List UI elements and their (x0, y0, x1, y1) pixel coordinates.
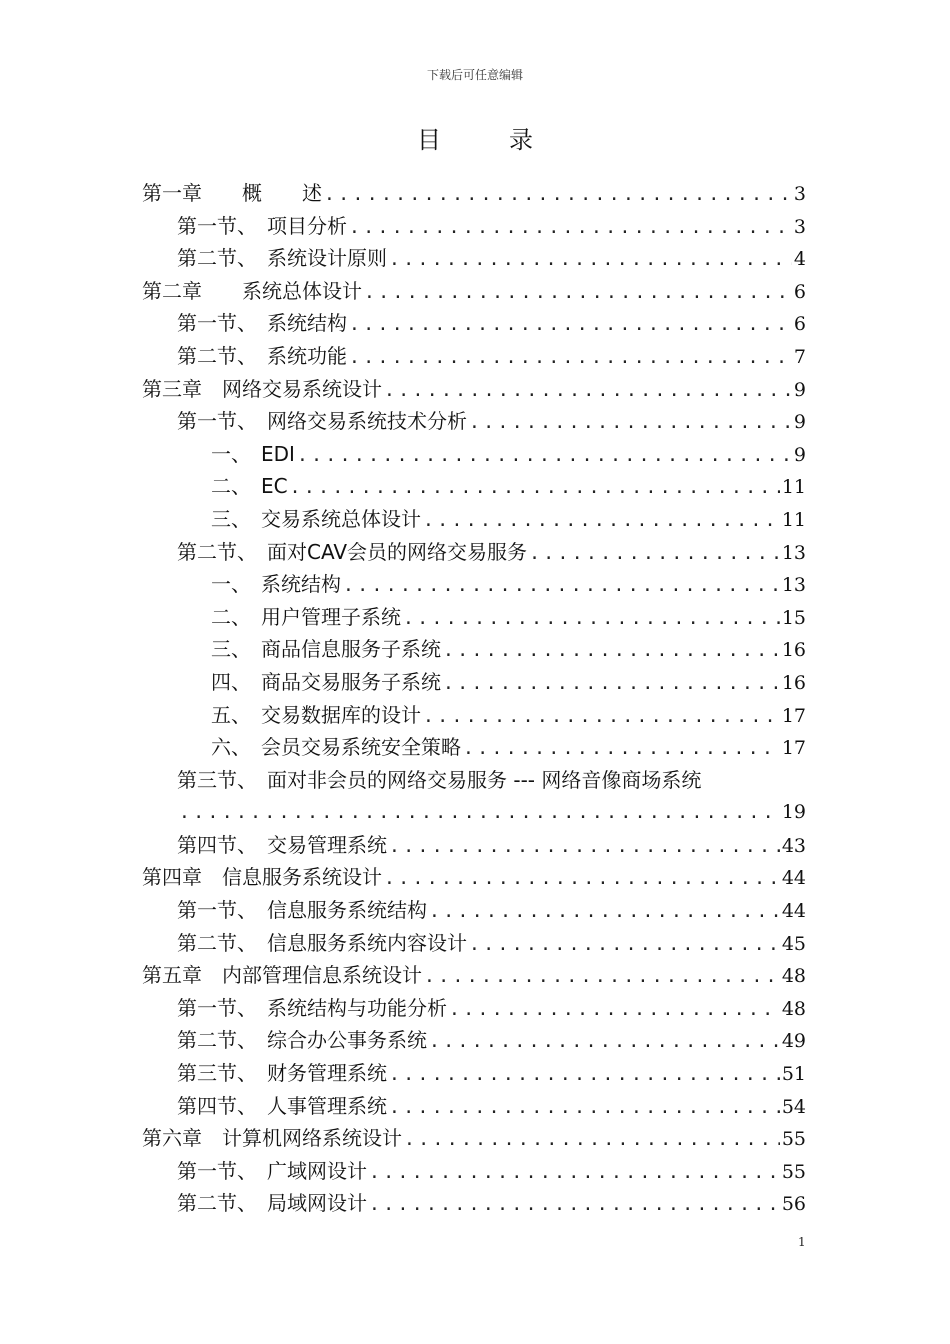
toc-dot-leader (389, 244, 792, 277)
toc-entry[interactable] (142, 210, 806, 243)
toc-entry-page: 56 (781, 1193, 806, 1216)
toc-entry-page: 4 (793, 248, 806, 271)
toc-dot-leader (297, 440, 792, 473)
toc-dot-leader (403, 603, 780, 636)
toc-entry[interactable] (142, 568, 806, 601)
toc-entry[interactable] (142, 861, 806, 894)
toc-dot-leader (384, 375, 792, 408)
toc-entry-page: 55 (781, 1160, 806, 1183)
toc-entry[interactable] (142, 1057, 806, 1090)
toc-dot-leader (179, 797, 780, 830)
toc-entry-page: 6 (793, 313, 806, 336)
toc-entry[interactable] (142, 275, 806, 308)
header-note: 下载后可任意编辑 (426, 68, 523, 82)
toc-entry-label: 第一节、 网络交易系统技术分析 (177, 409, 467, 434)
toc-entry-page: 45 (781, 932, 806, 955)
toc-entry-page: 9 (793, 378, 806, 401)
toc-entry-label: 第二节、 综合办公事务系统 (177, 1028, 427, 1053)
toc-dot-leader (443, 635, 780, 668)
toc-entry[interactable] (142, 405, 806, 438)
toc-entry-label: 四、 商品交易服务子系统 (211, 669, 441, 694)
toc-entry-page: 43 (781, 834, 806, 857)
toc-entry-label: 第二节、 系统功能 (177, 343, 347, 368)
toc-dot-leader (424, 961, 780, 994)
toc-entry-label: 三、 交易系统总体设计 (211, 506, 421, 531)
toc-dot-leader (369, 1189, 780, 1222)
toc-entry-page: 55 (781, 1128, 806, 1151)
toc-dot-leader (389, 1059, 780, 1092)
toc-dot-leader (449, 994, 780, 1027)
toc-entry-label: 六、 会员交易系统安全策略 (211, 735, 461, 760)
toc-entry-page: 16 (781, 671, 806, 694)
toc-entry[interactable] (142, 894, 806, 927)
toc-entry[interactable] (142, 699, 806, 732)
toc-dot-leader (364, 277, 792, 310)
toc-entry[interactable] (142, 959, 806, 992)
toc-entry[interactable] (142, 177, 806, 210)
toc-entry[interactable] (142, 731, 806, 764)
toc-entry-page: 9 (793, 443, 806, 466)
toc-entry-label: 三、 商品信息服务子系统 (211, 637, 441, 662)
toc-dot-leader (529, 538, 780, 571)
toc-dot-leader (423, 505, 780, 538)
toc-entry-page: 48 (781, 965, 806, 988)
toc-entry-page: 17 (781, 737, 806, 760)
toc-entry-page: 11 (781, 508, 806, 531)
toc-entry-page: 44 (781, 867, 806, 890)
toc-dot-leader (429, 896, 780, 929)
toc-entry-label: 第四节、 交易管理系统 (177, 832, 387, 857)
toc-entry-label: 五、 交易数据库的设计 (211, 702, 421, 727)
toc-dot-leader (404, 1124, 780, 1157)
toc-entry[interactable] (142, 601, 806, 634)
toc-entry-label: 第二节、 局域网设计 (177, 1191, 367, 1216)
toc-entry[interactable] (142, 1024, 806, 1057)
toc-entry[interactable] (142, 633, 806, 666)
toc-entry[interactable] (142, 373, 806, 406)
toc-entry-label: 第六章 计算机网络系统设计 (142, 1126, 402, 1151)
toc-entry-label: 第二节、 系统设计原则 (177, 246, 387, 271)
toc-dot-leader (469, 407, 792, 440)
toc-entry-page: 6 (793, 280, 806, 303)
toc-entry-label: 第一节、 系统结构 (177, 311, 347, 336)
toc-dot-leader (469, 929, 780, 962)
table-of-contents (142, 177, 806, 1220)
toc-dot-leader (389, 1092, 780, 1125)
toc-entry-page: 48 (781, 997, 806, 1020)
toc-entry-page: 3 (793, 183, 806, 205)
toc-dot-leader (324, 179, 792, 212)
toc-entry-page: 9 (793, 411, 806, 434)
toc-entry-page: 3 (793, 215, 806, 238)
toc-entry-label: 第一节、 信息服务系统结构 (177, 898, 427, 923)
toc-dot-leader (463, 733, 780, 766)
toc-entry[interactable] (142, 503, 806, 536)
toc-dot-leader (349, 342, 792, 375)
toc-entry-page: 15 (781, 606, 806, 629)
toc-entry-label: 第一节、 项目分析 (177, 213, 347, 238)
toc-entry-label: 第一节、 广域网设计 (177, 1158, 367, 1183)
toc-entry-page: 54 (781, 1095, 806, 1118)
toc-dot-leader (443, 668, 780, 701)
toc-entry-label: 第一章 概 述 (142, 181, 322, 205)
toc-entry-label: 第三章 网络交易系统设计 (142, 376, 382, 401)
toc-entry[interactable] (142, 796, 806, 829)
toc-entry-label: 第二节、 面对CAV会员的网络交易服务 (177, 539, 528, 564)
toc-entry-label: 第五章 内部管理信息系统设计 (142, 963, 422, 988)
toc-entry[interactable] (142, 992, 806, 1025)
toc-entry-page: 44 (781, 900, 806, 923)
toc-entry-label: 二、 EC (211, 474, 288, 499)
toc-entry-label: 第三节、 财务管理系统 (177, 1061, 387, 1086)
toc-entry-page: 11 (781, 476, 806, 499)
toc-entry[interactable] (142, 1090, 806, 1123)
toc-entry-page: 49 (781, 1030, 806, 1053)
toc-entry-label: 二、 用户管理子系统 (211, 604, 401, 629)
toc-dot-leader (349, 212, 792, 245)
toc-dot-leader (343, 570, 780, 603)
toc-entry-page: 51 (781, 1063, 806, 1086)
toc-entry-label: 第四节、 人事管理系统 (177, 1093, 387, 1118)
toc-entry[interactable] (142, 536, 806, 569)
toc-entry-page: 7 (793, 345, 806, 368)
toc-entry-page: 19 (781, 801, 806, 824)
toc-entry-label: 一、 EDI (211, 441, 295, 466)
toc-dot-leader (349, 309, 792, 342)
toc-entry[interactable] (142, 1122, 806, 1155)
toc-entry-label: 第二章 系统总体设计 (142, 278, 362, 303)
toc-entry[interactable] (142, 764, 806, 797)
toc-dot-leader (389, 831, 780, 864)
toc-entry[interactable] (142, 1155, 806, 1188)
toc-dot-leader (290, 472, 780, 505)
toc-entry[interactable] (142, 470, 806, 503)
toc-entry-label: 第三节、 面对非会员的网络交易服务 --- 网络音像商场系统 (177, 767, 702, 792)
toc-entry-page: 13 (781, 541, 806, 564)
toc-entry-label: 第一节、 系统结构与功能分析 (177, 995, 447, 1020)
page-title: 目录 (417, 126, 601, 154)
toc-entry[interactable] (142, 340, 806, 373)
toc-dot-leader (369, 1157, 780, 1190)
page-number: 1 (798, 1235, 806, 1249)
toc-entry[interactable] (142, 438, 806, 471)
toc-entry[interactable] (142, 1187, 806, 1220)
toc-entry[interactable] (142, 666, 806, 699)
toc-entry[interactable] (142, 242, 806, 275)
toc-entry-page: 13 (781, 574, 806, 597)
toc-entry[interactable] (142, 829, 806, 862)
toc-entry[interactable] (142, 307, 806, 340)
toc-entry-page: 16 (781, 639, 806, 662)
toc-entry-label: 一、 系统结构 (211, 572, 341, 597)
toc-dot-leader (429, 1026, 780, 1059)
toc-entry-label: 第二节、 信息服务系统内容设计 (177, 930, 467, 955)
toc-entry-label: 第四章 信息服务系统设计 (142, 865, 382, 890)
toc-dot-leader (384, 863, 780, 896)
toc-entry[interactable] (142, 927, 806, 960)
toc-entry-page: 17 (781, 704, 806, 727)
toc-dot-leader (423, 701, 780, 734)
